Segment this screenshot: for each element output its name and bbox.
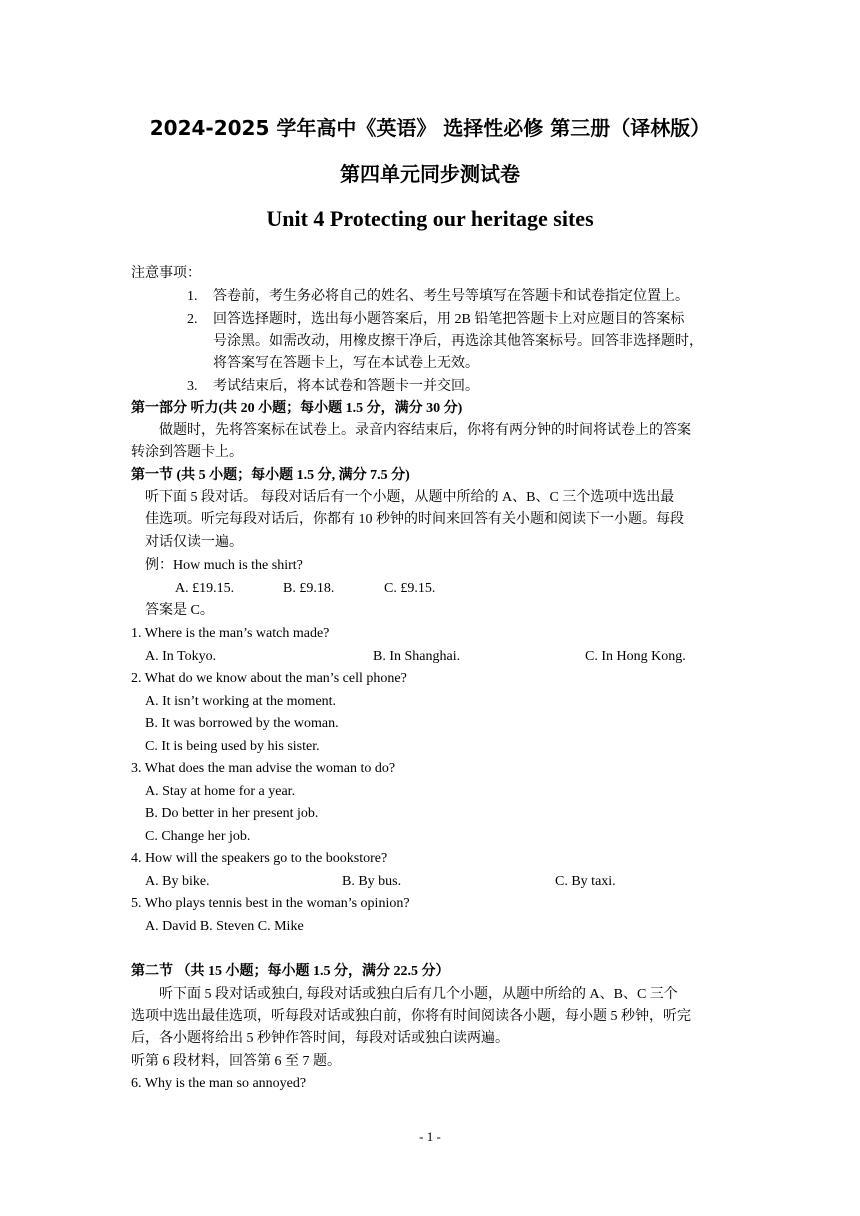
question-4: 4. How will the speakers go to the bookstore? [131, 851, 388, 866]
question-3-option-b: B. Do better in her present job. [145, 806, 319, 821]
question-5: 5. Who plays tennis best in the woman’s opinion? [131, 896, 410, 911]
section2-intro-line-2: 选项中选出最佳选项，听每段对话或独白前，你将有时间阅读各小题，每小题 5 秒钟，听完 [131, 1009, 691, 1024]
question-2: 2. What do we know about the man’s cell phone? [131, 671, 407, 686]
notes-item-2-line-2: 号涂黑。如需改动，用橡皮擦干净后，再选涂其他答案标号。回答非选择题时， [213, 334, 703, 349]
question-4-option-a: A. By bike. [145, 874, 210, 889]
section1-intro-line-2: 佳选项。听完每段对话后，你都有 10 秒钟的时间来回答有关小题和阅读下一小题。每段 [145, 512, 684, 527]
notes-heading: 注意事项： [131, 266, 201, 281]
example-question: 例：How much is the shirt? [145, 558, 303, 573]
example-answer: 答案是 C。 [145, 603, 214, 618]
section1-intro-line-3: 对话仅读一遍。 [145, 535, 243, 550]
notes-item-2-num: 2. [187, 312, 198, 327]
question-3: 3. What does the man advise the woman to do? [131, 761, 396, 776]
material-6-instruction: 听第 6 段材料，回答第 6 至 7 题。 [131, 1054, 341, 1069]
question-3-option-c: C. Change her job. [145, 829, 251, 844]
notes-item-2-line-1: 回答选择题时，选出每小题答案后，用 2B 铅笔把答题卡上对应题目的答案标 [213, 312, 685, 327]
title-line-2: 第四单元同步测试卷 [340, 162, 520, 186]
question-1-option-c: C. In Hong Kong. [585, 649, 686, 664]
question-1-option-a: A. In Tokyo. [145, 649, 217, 664]
example-option-c: C. £9.15. [384, 581, 436, 596]
notes-item-1-line-1: 答卷前，考生务必将自己的姓名、考生号等填写在答题卡和试卷指定位置上。 [213, 289, 689, 304]
section1-heading: 第一节 (共 5 小题；每小题 1.5 分, 满分 7.5 分) [131, 468, 410, 483]
question-4-option-c: C. By taxi. [555, 874, 616, 889]
example-option-b: B. £9.18. [283, 581, 335, 596]
notes-item-3-num: 3. [187, 379, 198, 394]
title-line-1: 2024-2025 学年高中《英语》 选择性必修 第三册（译林版） [149, 116, 711, 140]
question-2-option-c: C. It is being used by his sister. [145, 739, 320, 754]
question-1: 1. Where is the man’s watch made? [131, 626, 330, 641]
question-2-option-b: B. It was borrowed by the woman. [145, 716, 339, 731]
section2-heading: 第二节 （共 15 小题；每小题 1.5 分，满分 22.5 分） [131, 964, 450, 979]
part1-intro-line-2: 转涂到答题卡上。 [131, 445, 243, 460]
question-3-option-a: A. Stay at home for a year. [145, 784, 296, 799]
question-6: 6. Why is the man so annoyed? [131, 1076, 307, 1091]
title-line-3: Unit 4 Protecting our heritage sites [266, 206, 594, 231]
section2-intro-line-3: 后，各小题将给出 5 秒钟作答时间，每段对话或独白读两遍。 [131, 1031, 509, 1046]
example-option-a: A. £19.15. [175, 581, 235, 596]
section1-intro-line-1: 听下面 5 段对话。 每段对话后有一个小题，从题中所给的 A、B、C 三个选项中选出最 [145, 490, 675, 505]
section2-intro-line-1: 听下面 5 段对话或独白, 每段对话或独白后有几个小题，从题中所给的 A、B、C 三个 [159, 987, 678, 1002]
question-5-options: A. David B. Steven C. Mike [145, 919, 304, 934]
notes-item-3-line-1: 考试结束后，将本试卷和答题卡一并交回。 [213, 379, 479, 394]
part1-heading: 第一部分 听力(共 20 小题；每小题 1.5 分，满分 30 分) [131, 401, 463, 416]
notes-item-1-num: 1. [187, 289, 198, 304]
part1-intro-line-1: 做题时，先将答案标在试卷上。录音内容结束后，你将有两分钟的时间将试卷上的答案 [159, 423, 691, 438]
question-2-option-a: A. It isn’t working at the moment. [145, 694, 337, 709]
question-1-option-b: B. In Shanghai. [373, 649, 461, 664]
notes-item-2-line-3: 将答案写在答题卡上，写在本试卷上无效。 [213, 356, 479, 371]
page-number: - 1 - [419, 1129, 441, 1144]
question-4-option-b: B. By bus. [342, 874, 402, 889]
